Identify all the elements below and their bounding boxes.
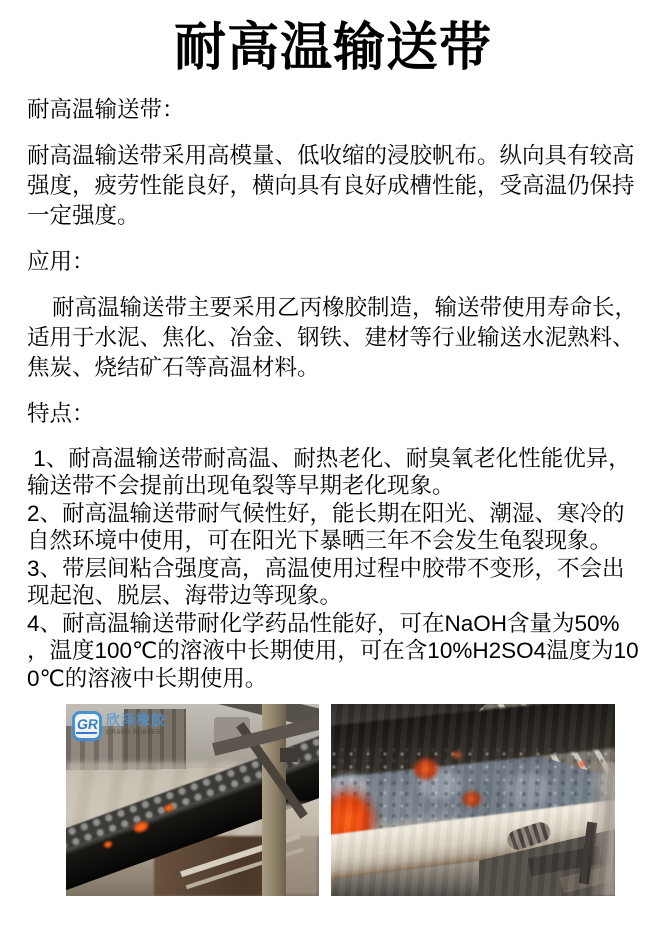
brand-names [106,711,166,735]
intro-paragraph: 耐高温输送带采用高模量、低收缩的浸胶帆布。纵向具有较高强度，疲劳性能良好，横向具有良好成槽性能，受高温仍保持一定强度。 [27,142,635,228]
feature-item-4: 4、耐高温输送带耐化学药品性能好，可在NaOH含量为50%，温度100℃的溶液中长期使用，可在含10%H2SO4温度为100℃的溶液中长期使用。 [27,610,639,691]
brand-name-en: GRAND RUBBER [106,729,162,736]
brand-watermark [72,711,166,741]
application-label: 应用： [27,248,95,274]
body-text [0,95,666,693]
page-title: 耐高温输送带 [173,19,492,77]
intro-label: 耐高温输送带： [27,96,185,122]
feature-item-1: 1、耐高温输送带耐高温、耐热老化、耐臭氧老化性能优异，输送带不会提前出现龟裂等早期老化现象。 [27,445,631,499]
brand-monogram: GR [75,717,98,734]
photo-row [66,704,666,896]
right-photo-motion-blur-overlay [331,704,615,896]
photo-factory-conveyor [66,704,319,896]
brand-name-cn: 欣泽橡胶 [106,712,166,729]
features-list [27,445,639,693]
brand-logo-icon [72,711,102,741]
photo-hot-material-closeup [331,704,615,896]
features-label: 特点： [27,400,95,426]
application-paragraph: 耐高温输送带主要采用乙丙橡胶制造，输送带使用寿命长，适用于水泥、焦化、冶金、钢铁、建材等行业输送水泥熟料、焦炭、烧结矿石等高温材料。 [27,294,638,380]
feature-item-2: 2、耐高温输送带耐气候性好，能长期在阳光、潮湿、寒冷的自然环境中使用，可在阳光下暴晒三年不会发生龟裂现象。 [27,500,625,554]
left-photo-junction-box [280,748,298,762]
feature-item-3: 3、带层间粘合强度高，高温使用过程中胶带不变形，不会出现起泡、脱层、海带边等现象。 [27,555,625,609]
